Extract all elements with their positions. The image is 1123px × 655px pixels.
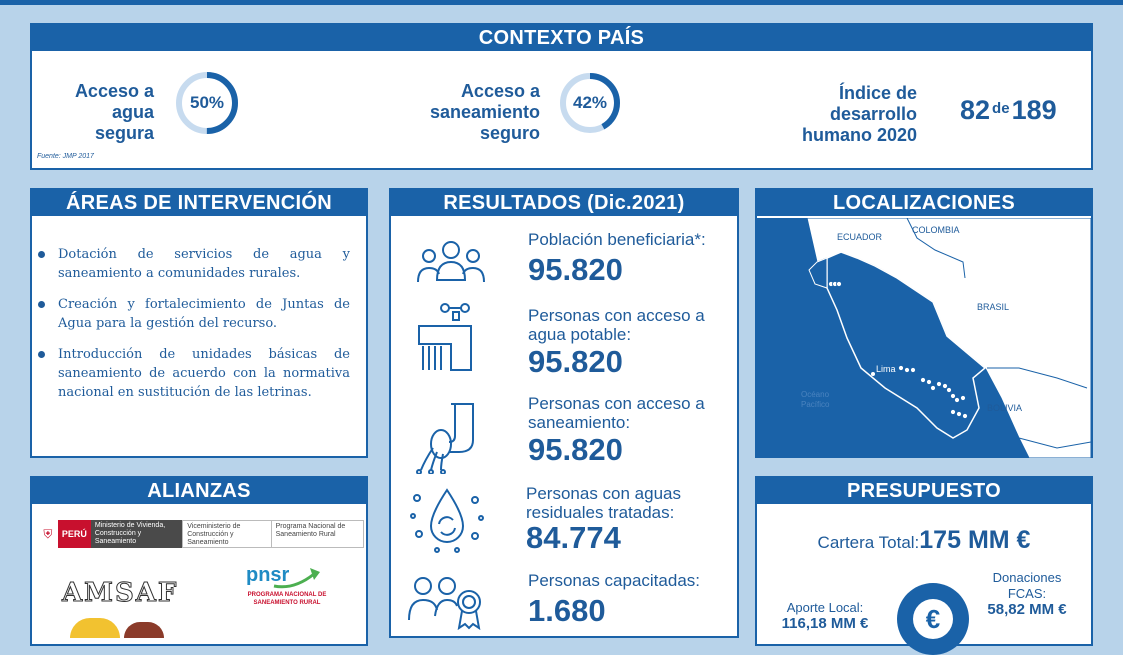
presupuesto-panel [755,476,1093,646]
water-drop-recycle-icon [409,486,485,559]
result-label-5: Personas capacitadas: [528,571,700,590]
peru-map [757,218,1091,458]
agua-donut [175,71,239,135]
saneamiento-donut [559,72,621,134]
alianzas-panel [30,476,368,646]
saneamiento-percent: 42% [572,93,608,112]
ministry-name: Ministerio de Vivienda, Construcción y Saneamiento [91,520,182,548]
result-value-5: 1.680 [528,593,606,628]
localizaciones-title: LOCALIZACIONES [757,190,1091,218]
result-value-2: 95.820 [528,344,623,379]
areas-list [38,245,350,414]
areas-panel [30,188,368,458]
idh-label: Índice de desarrollo humano 2020 [801,83,917,145]
ministry-logo [38,520,364,548]
result-value-3: 95.820 [528,432,623,467]
pnsr-logo [232,564,342,607]
areas-title: ÁREAS DE INTERVENCIÓN [32,190,366,216]
result-value-4: 84.774 [526,520,621,555]
people-award-icon [407,574,487,635]
contexto-title: CONTEXTO PAÍS [32,25,1091,51]
vice-ministry-name: Viceministerio de Construcción y Saneamiento [182,520,271,548]
pnsr-text: pnsr [246,564,290,586]
map-label-colombia: COLOMBIA [912,225,960,235]
map-label-lima: Lima [876,364,896,374]
result-label-4: Personas con aguas residuales tratadas: [526,484,681,522]
agua-percent: 50% [189,93,225,112]
presupuesto-title: PRESUPUESTO [757,478,1091,504]
map-label-bolivia: BOLIVIA [987,403,1023,413]
map-label-ecuador: ECUADOR [837,232,883,242]
budget-total: Cartera Total:175 MM € [817,526,1031,554]
pnsr-subtitle: PROGRAMA NACIONAL DE SANEAMIENTO RURAL [247,592,327,606]
result-label-3: Personas con acceso a saneamiento: [528,394,705,432]
amsaf-logo: AMSAF [62,578,179,608]
people-group-icon [415,238,487,291]
resultados-panel [389,188,739,638]
agua-label: Acceso a agua segura [74,81,154,143]
source-note: Fuente: JMP 2017 [37,153,94,160]
idh-value: 82 de189 [960,95,1057,125]
euro-icon: € [913,599,953,639]
program-name: Programa Nacional de Saneamiento Rural [272,520,364,548]
list-item: Creación y fortalecimiento de Juntas de Agua para la gestión del recurso. [38,295,350,333]
saneamiento-label: Acceso a saneamiento seguro [429,81,540,143]
pipe-water-icon [411,400,485,479]
resultados-title: RESULTADOS (Dic.2021) [391,190,737,216]
localizaciones-panel [755,188,1093,458]
contexto-panel [30,23,1093,170]
budget-donut [897,583,969,655]
water-tap-icon [415,300,485,381]
map-label-brasil: BRASIL [977,302,1010,312]
budget-donaciones: Donaciones FCAS: 58,82 MM € [987,570,1067,618]
alianzas-title: ALIANZAS [32,478,366,504]
result-label-2: Personas con acceso a agua potable: [528,306,705,344]
map-label-ocean: Océano Pacífico [801,390,830,409]
list-item: Introducción de unidades básicas de saneamiento de acuerdo con la normativa nacional en sustitución de las letrinas. [38,345,350,402]
peru-flag-label: PERÚ [58,520,91,548]
list-item: Dotación de servicios de agua y saneamiento a comunidades rurales. [38,245,350,283]
peru-shield-icon: ⛨ [43,527,53,541]
result-value-1: 95.820 [528,252,623,287]
partner-logo-figure-icon [124,622,164,638]
budget-aporte: Aporte Local: 116,18 MM € [781,600,869,632]
partner-logo-sun-icon [70,618,120,638]
result-label-1: Población beneficiaria*: [528,230,706,249]
top-bar [0,0,1123,5]
